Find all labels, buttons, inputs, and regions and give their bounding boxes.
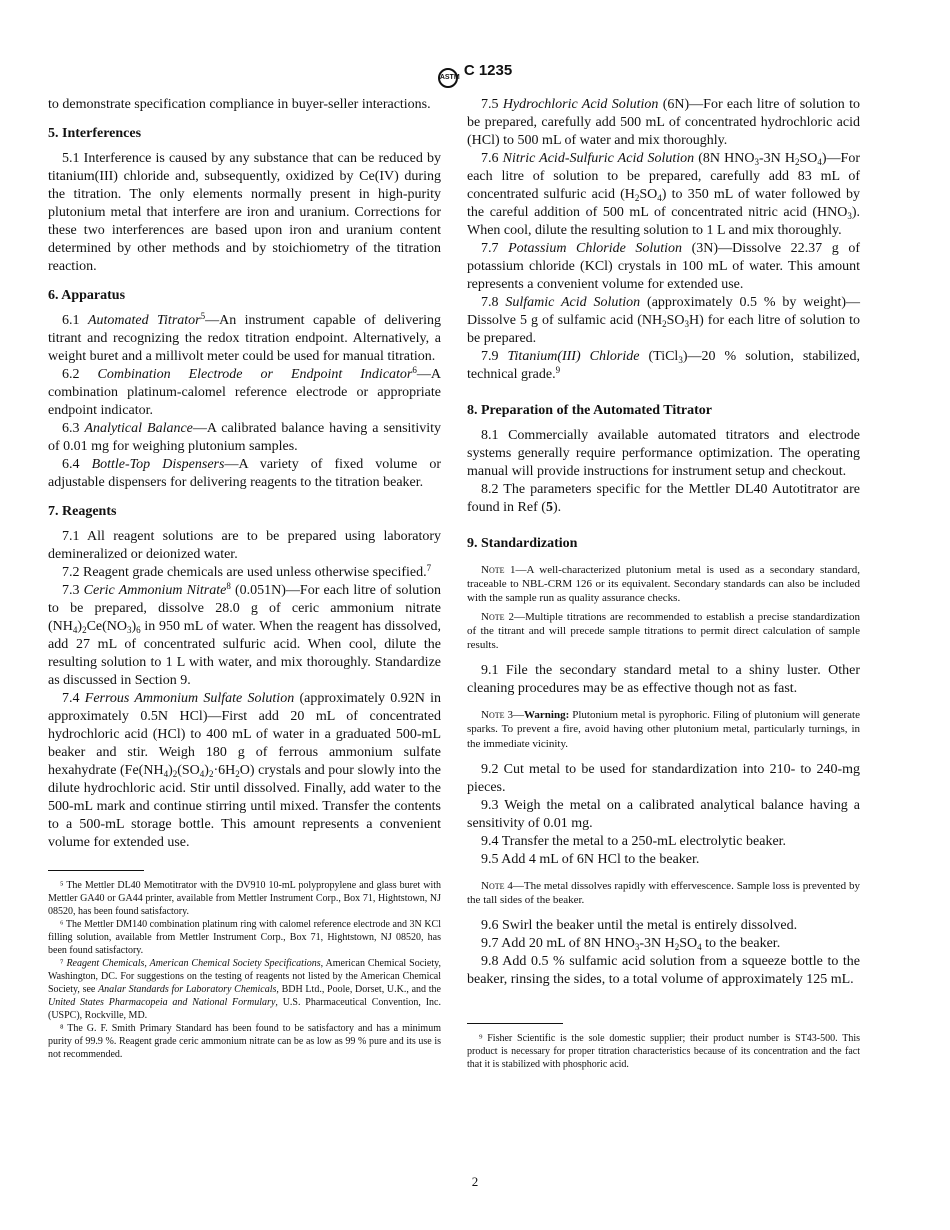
paragraph-9-5: 9.5 Add 4 mL of 6N HCl to the beaker. (481, 851, 700, 867)
right-column (467, 96, 860, 1071)
section-heading-preparation: 8. Preparation of the Automated Titrator (467, 403, 712, 418)
page-header (0, 62, 950, 88)
note-2: Note 2—Multiple titrations are recommended to establish a precise standardization of the titrant and will precede sample titrations to permit direct calculation of sample results. (467, 610, 860, 652)
footnote-ref: 7 (426, 563, 432, 573)
footnote-ref: 6 (412, 365, 417, 375)
footnote-5: ⁵ The Mettler DL40 Memotitrator with the DV910 10-mL polypropylene and glass buret with Mettler GA40 or GA44 printer, available from Mettler Instrument Corp., Box 71, Hightstown, NJ 08520, has been found satisfactory. (48, 880, 441, 917)
left-column (48, 96, 441, 1061)
paragraph-9-8: 9.8 Add 0.5 % sulfamic acid solution from a squeeze bottle to the beaker, rinsing the sides, to a total volume of approximately 125 mL. (467, 954, 860, 988)
footnote-9: ⁹ Fisher Scientific is the sole domestic supplier; their product number is ST43-500. This product is necessary for proper titration characteristics because of its concentration and the fact that it is stabilized with phosphoric acid. (467, 1033, 860, 1071)
paragraph-6-4: 6.4 Bottle-Top Dispensers—A variety of fixed volume or adjustable dispensers for delivering reagents to the titration beaker. (48, 457, 441, 490)
note-1: Note 1—A well-characterized plutonium metal is used as a secondary standard, traceable to NBL-CRM 126 or its equivalent. Secondary standards can also be included with the sample run as quality assurance checks. (467, 564, 860, 605)
footnote-ref: 9 (555, 365, 561, 375)
section-heading-interferences: 5. Interferences (48, 126, 142, 141)
paragraph-6-2: 6.2 Combination Electrode or Endpoint Indicator$^6$—A combination platinum-calomel reference electrode or appropriate endpoint indicator. (48, 365, 442, 418)
paragraph-intro: to demonstrate specification compliance in buyer-seller interactions. (48, 97, 431, 112)
section-heading-reagents: 7. Reagents (48, 504, 117, 519)
paragraph-8-2: 8.2 The parameters specific for the Mettler DL40 Autotitrator are found in Ref (5). (467, 482, 860, 515)
paragraph-7-2: 7.2 Reagent grade chemicals are used unless otherwise specified.$^7$ (62, 563, 432, 580)
paragraph-6-1: 6.1 Automated Titrator$^5$—An instrument capable of delivering titrant and recognizing the redox titration endpoint. Alternatively, a weight buret and a millivolt meter could be used for manual titration. (48, 311, 441, 364)
paragraph-9-6: 9.6 Swirl the beaker until the metal is entirely dissolved. (481, 918, 798, 934)
paragraph-7-5: 7.5 Hydrochloric Acid Solution (6N)—For each litre of solution to be prepared, carefully add 500 mL of concentrated hydrochloric acid (HCl) to 500 mL of water and mix thoroughly. (467, 97, 861, 148)
footnote-6: ⁶ The Mettler DM140 combination platinum ring with calomel reference electrode and 3N KCl filling solution, available from Mettler Instrument Corp., Box 71, Hightstown, NJ 08520, has been found satisfactory. (48, 919, 441, 956)
paragraph-7-6: 7.6 Nitric Acid-Sulfuric Acid Solution (8N $HNO_3-3N$ $H_2SO_4)—For$ each litre of solution to be prepared, carefully add 83 mL of concentrated sulfuric acid $(H_2SO_4)$ to 350 mL of water followed by the careful addition of 500 mL of concentrated nitric acid $(HNO_3)$. When cool, dilute the resulting solution to 1 L and mix thoroughly. (467, 151, 861, 238)
footnote-ref: 8 (226, 581, 231, 591)
footnote-8: ⁸ The G. F. Smith Primary Standard has been found to be satisfactory and has a minimum purity of 99.9 %. Reagent grade ceric ammonium nitrate can be as low as 99 % pure and its use is not recommended. (48, 1023, 441, 1060)
section-heading-apparatus: 6. Apparatus (48, 288, 126, 303)
footnote-divider (48, 870, 144, 871)
paragraph-7-1: 7.1 All reagent solutions are to be prepared using laboratory demineralized or deionized water. (48, 529, 441, 562)
paragraph-9-3: 9.3 Weigh the metal on a calibrated analytical balance having a sensitivity of 0.01 mg. (467, 797, 860, 831)
paragraph-7-7: 7.7 Potassium Chloride Solution (3N)—Dissolve 22.37 g of potassium chloride (KCl) crystals in 100 mL of water. This amount represents a convenient volume for extended use. (467, 241, 860, 292)
paragraph-6-3: 6.3 Analytical Balance—A calibrated balance having a sensitivity of 0.01 mg for weighing plutonium samples. (48, 421, 441, 454)
paragraph-9-2: 9.2 Cut metal to be used for standardization into 210- to 240-mg pieces. (467, 761, 860, 795)
footnote-divider (467, 1023, 563, 1024)
paragraph-9-1: 9.1 File the secondary standard metal to a shiny luster. Other cleaning procedures may be as effective though not as fast. (467, 663, 860, 697)
standard-designation: C 1235 (463, 62, 513, 79)
paragraph-8-1: 8.1 Commercially available automated titrators and electrode systems generally require performance optimization. The operating manual will provide instructions for instrument setup and checkout. (467, 428, 860, 479)
page-number: 2 (471, 1174, 479, 1189)
note-3: Note 3—Warning: Plutonium metal is pyrophoric. Filing of plutonium will generate sparks. To prevent a fire, avoid having other plutonium metal, particularly turnings, in the immediate vicinity. (467, 709, 860, 750)
section-heading-standardization: 9. Standardization (467, 536, 578, 551)
paragraph-7-4: 7.4 Ferrous Ammonium Sulfate Solution (approximately 0.92N in approximately 0.5N HCl)—First add 20 mL of concentrated hydrochloric acid (HCl) to 400 mL of water in a graduated 500-mL beaker and stir. Weigh 180 g of ferrous ammonium sulfate hexahydrate $(Fe(NH_4)_2(SO_4)_2\cdot 6H_2O)$ crystals and pour slowly into the dilute hydrochloric acid. Stir until dissolved. Finally, add water to the 500-mL mark and continue stirring until mixed. Transfer the contents to a 500-mL storage bottle. This amount represents a convenient volume for extended use. (48, 691, 442, 850)
paragraph-7-9: 7.9 Titanium(III) Chloride (TiCl$_3$)—20 % solution, stabilized, technical grade.$^9$ (467, 349, 861, 382)
paragraph-7-8: 7.8 Sulfamic Acid Solution (approximately 0.5 % by weight)—Dissolve 5 g of sulfamic acid $(NH_2SO_3H)$ for each litre of solution to be prepared. (467, 295, 860, 346)
footnote-7: ⁷ Reagent Chemicals, American Chemical Society Specifications, American Chemical Society, Washington, DC. For suggestions on the testing of reagents not listed by the American Chemical Society, see Analar Standards for Laboratory Chemicals, BDH Ltd., Poole, Dorset, U.K., and the United States Pharmacopeia and National Formulary, U.S. Pharmaceutical Convention, Inc. (USPC), Rockville, MD. (48, 958, 441, 1021)
paragraph-9-4: 9.4 Transfer the metal to a 250-mL electrolytic beaker. (481, 833, 787, 849)
note-4: Note 4—The metal dissolves rapidly with effervescence. Sample loss is prevented by the tall sides of the beaker. (467, 879, 860, 907)
paragraph-5-1: 5.1 Interference is caused by any substance that can be reduced by titanium(III) chloride and, subsequently, oxidized by Ce(IV) during the titration. The only elements normally present in high-purity plutonium metal that interfere are iron and uranium. Corrections for these two interferences are based upon iron and uranium content determined by other methods and by stoichiometry of the titration reaction. (48, 151, 441, 274)
paragraph-9-7: 9.7 Add 20 mL of 8N $HNO_3-3N$ $H_2SO_4$ to the beaker. (481, 936, 781, 953)
paragraph-7-3: 7.3 Ceric Ammonium Nitrate$^8$ (0.051N)—For each litre of solution to be prepared, dissolve 28.0 g of ceric ammonium nitrate $(NH_4)_2Ce(NO_3)_6$ in 950 mL of water. When the reagent has dissolved, add 27 mL of concentrated sulfuric acid. When cool, dilute the resulting solution to 1 L with water, and mix thoroughly. Standardize as discussed in Section 9. (48, 581, 442, 688)
astm-logo-icon: ASTM (438, 68, 458, 88)
footnote-ref: 5 (200, 311, 206, 321)
